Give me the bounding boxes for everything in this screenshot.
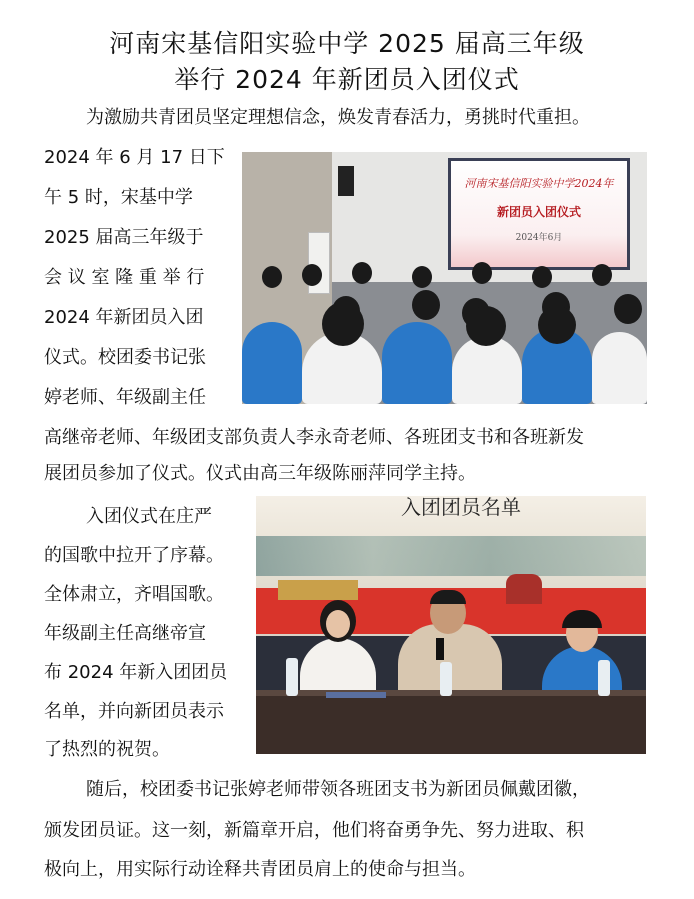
banner-mountains bbox=[256, 536, 646, 576]
paragraph-line: 2024 年新团员入团 bbox=[44, 307, 204, 328]
paragraph-line: 了热烈的祝贺。 bbox=[44, 739, 170, 760]
paragraph-line: 颁发团员证。这一刻，新篇章开启，他们将奋勇争先、努力进取、积 bbox=[44, 820, 584, 841]
paragraph-line: 仪式。校团委书记张 bbox=[44, 347, 206, 368]
paragraph-line: 入团仪式在庄严 bbox=[86, 506, 212, 527]
water-bottle bbox=[286, 658, 298, 696]
paragraph-line: 为激励共青团员坚定理想信念，焕发青春活力，勇挑时代重担。 bbox=[86, 107, 590, 128]
audience bbox=[242, 262, 647, 404]
ceremony-photo-head-table bbox=[256, 496, 646, 754]
slide-subtitle: 新团员入团仪式 bbox=[496, 205, 581, 219]
banner-heading: 入团团员名单 bbox=[401, 496, 521, 519]
paragraph-line: 2024 年 6 月 17 日下 bbox=[44, 147, 225, 168]
paragraph-line: 全体肃立，齐唱国歌。 bbox=[44, 584, 224, 605]
title-line-2: 举行 2024 年新团员入团仪式 bbox=[174, 65, 520, 94]
paragraph-line: 的国歌中拉开了序幕。 bbox=[44, 545, 224, 566]
ceremony-photo-audience bbox=[242, 152, 647, 404]
head-table bbox=[256, 692, 646, 754]
speaker-icon bbox=[338, 166, 354, 196]
paragraph-line: 2025 届高三年级于 bbox=[44, 227, 204, 248]
slide-title: 河南宋基信阳实验中学2024年 bbox=[464, 177, 614, 190]
temple-roof bbox=[506, 574, 542, 604]
paragraph-line: 随后，校团委书记张婷老师带领各班团支书为新团员佩戴团徽， bbox=[86, 779, 590, 800]
folder bbox=[326, 692, 386, 698]
water-bottle bbox=[598, 660, 610, 696]
paragraph-line: 午 5 时，宋基中学 bbox=[44, 187, 193, 208]
paragraph-line: 布 2024 年新入团团员 bbox=[44, 662, 228, 683]
paragraph-line: 展团员参加了仪式。仪式由高三年级陈丽萍同学主持。 bbox=[44, 463, 476, 484]
paragraph-line: 年级副主任高继帝宣 bbox=[44, 623, 206, 644]
title-line-1: 河南宋基信阳实验中学 2025 届高三年级 bbox=[109, 29, 585, 58]
paragraph-line: 极向上，用实际行动诠释共青团员肩上的使命与担当。 bbox=[44, 859, 476, 880]
paragraph-line: 会 议 室 隆 重 举 行 bbox=[44, 267, 205, 288]
water-bottle bbox=[440, 662, 452, 696]
microphone-icon bbox=[436, 638, 444, 660]
slide-date: 2024年6月 bbox=[515, 233, 563, 243]
projector-screen bbox=[448, 158, 630, 270]
paragraph-line: 名单，并向新团员表示 bbox=[44, 701, 224, 722]
gate-tower bbox=[278, 580, 358, 600]
paragraph-line: 高继帝老师、年级团支部负责人李永奇老师、各班团支书和各班新发 bbox=[44, 427, 584, 448]
paragraph-line: 婷老师、年级副主任 bbox=[44, 387, 206, 408]
